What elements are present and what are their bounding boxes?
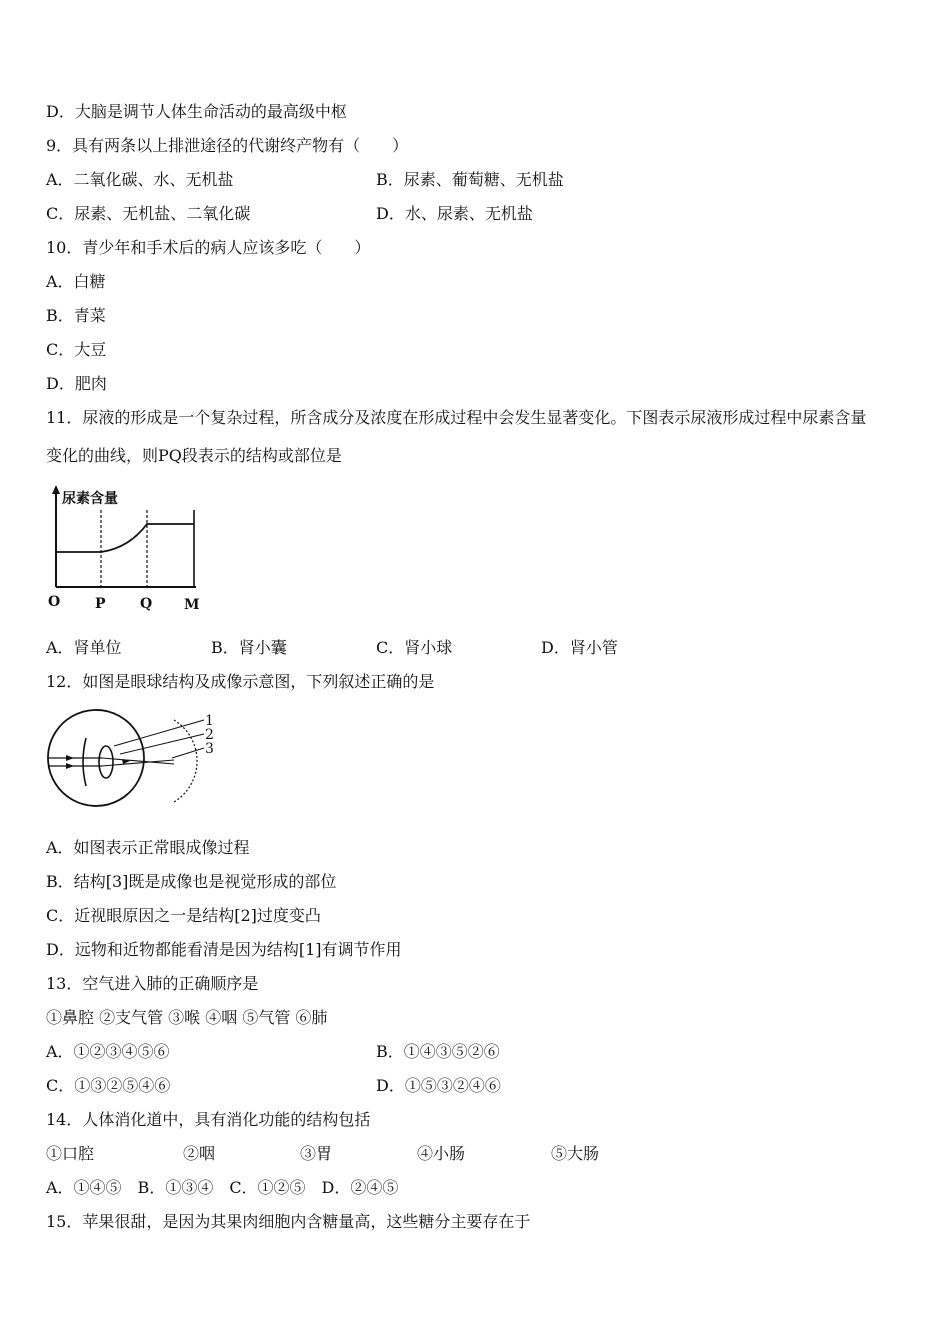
label-line-2 <box>120 734 204 754</box>
q12-option-d: D．远物和近物都能看清是因为结构[1]有调节作用 <box>46 940 402 959</box>
q11-option-c: C．肾小球 <box>376 638 453 657</box>
q10-option-a: A．白糖 <box>46 272 106 291</box>
q9-option-c: C．尿素、无机盐、二氧化碳 <box>46 204 251 223</box>
retina-dashed <box>174 720 197 802</box>
q13-items: ①鼻腔 ②支气管 ③喉 ④咽 ⑤气管 ⑥肺 <box>46 1008 328 1027</box>
graph-y-arrow <box>52 485 60 494</box>
graph-point-o: O <box>48 594 61 610</box>
q13-option-c: C．①③②⑤④⑥ <box>46 1076 171 1095</box>
cornea <box>83 738 86 786</box>
ray-arrow-top <box>66 755 74 761</box>
ray-arrow-bottom <box>66 763 74 769</box>
eye-label-3: 3 <box>205 741 214 757</box>
graph-point-q: Q <box>140 596 153 612</box>
q11-stem-1: 11．尿液的形成是一个复杂过程，所含成分及浓度在形成过程中会发生显著变化。下图表示尿液形成过程中尿素含量 <box>46 408 867 427</box>
label-line-1 <box>114 720 204 746</box>
q9-option-a: A．二氧化碳、水、无机盐 <box>46 170 234 189</box>
q11-option-b: B．肾小囊 <box>211 638 287 657</box>
q13-stem: 13．空气进入肺的正确顺序是 <box>46 974 259 993</box>
q11-stem-2: 变化的曲线，则PQ段表示的结构或部位是 <box>46 446 342 465</box>
urea-curve <box>56 524 194 552</box>
lens <box>99 746 113 778</box>
q10-option-d: D．肥肉 <box>46 374 107 393</box>
q14-item-5: ⑤大肠 <box>551 1144 600 1163</box>
q10-option-c: C．大豆 <box>46 340 107 359</box>
graph-ylabel: 尿素含量 <box>62 491 118 507</box>
q11-option-a: A．肾单位 <box>46 638 122 657</box>
q8-option-d: D．大脑是调节人体生命活动的最高级中枢 <box>46 102 347 121</box>
q12-option-c: C．近视眼原因之一是结构[2]过度变凸 <box>46 906 321 925</box>
q9-option-d: D．水、尿素、无机盐 <box>376 204 533 223</box>
q14-item-1: ①口腔 <box>46 1144 95 1163</box>
eye-label-2: 2 <box>205 727 214 743</box>
q11-option-d: D．肾小管 <box>541 638 618 657</box>
q15-stem: 15．苹果很甜，是因为其果肉细胞内含糖量高，这些糖分主要存在于 <box>46 1212 531 1231</box>
q14-item-2: ②咽 <box>183 1144 216 1163</box>
q10-stem: 10．青少年和手术后的病人应该多吃（ ） <box>46 238 371 257</box>
label-line-3 <box>172 748 204 758</box>
q12-option-b: B．结构[3]既是成像也是视觉形成的部位 <box>46 872 337 891</box>
q13-option-a: A．①②③④⑤⑥ <box>46 1042 170 1061</box>
q14-options: A．①④⑤ B．①③④ C．①②⑤ D．②④⑤ <box>46 1178 399 1197</box>
eye-diagram <box>44 706 224 818</box>
q9-option-b: B．尿素、葡萄糖、无机盐 <box>376 170 564 189</box>
graph-point-p: P <box>95 596 106 612</box>
q9-stem: 9．具有两条以上排泄途径的代谢终产物有（ ） <box>46 136 409 155</box>
urea-graph <box>44 482 224 614</box>
q12-stem: 12．如图是眼球结构及成像示意图，下列叙述正确的是 <box>46 672 435 691</box>
q14-stem: 14．人体消化道中，具有消化功能的结构包括 <box>46 1110 371 1129</box>
q14-item-4: ④小肠 <box>417 1144 466 1163</box>
q13-option-b: B．①④③⑤②⑥ <box>376 1042 500 1061</box>
q14-item-3: ③胃 <box>300 1144 333 1163</box>
graph-point-m: M <box>184 597 200 613</box>
eye-label-1: 1 <box>205 713 214 729</box>
q10-option-b: B．青菜 <box>46 306 106 325</box>
q13-option-d: D．①⑤③②④⑥ <box>376 1076 501 1095</box>
q12-option-a: A．如图表示正常眼成像过程 <box>46 838 250 857</box>
